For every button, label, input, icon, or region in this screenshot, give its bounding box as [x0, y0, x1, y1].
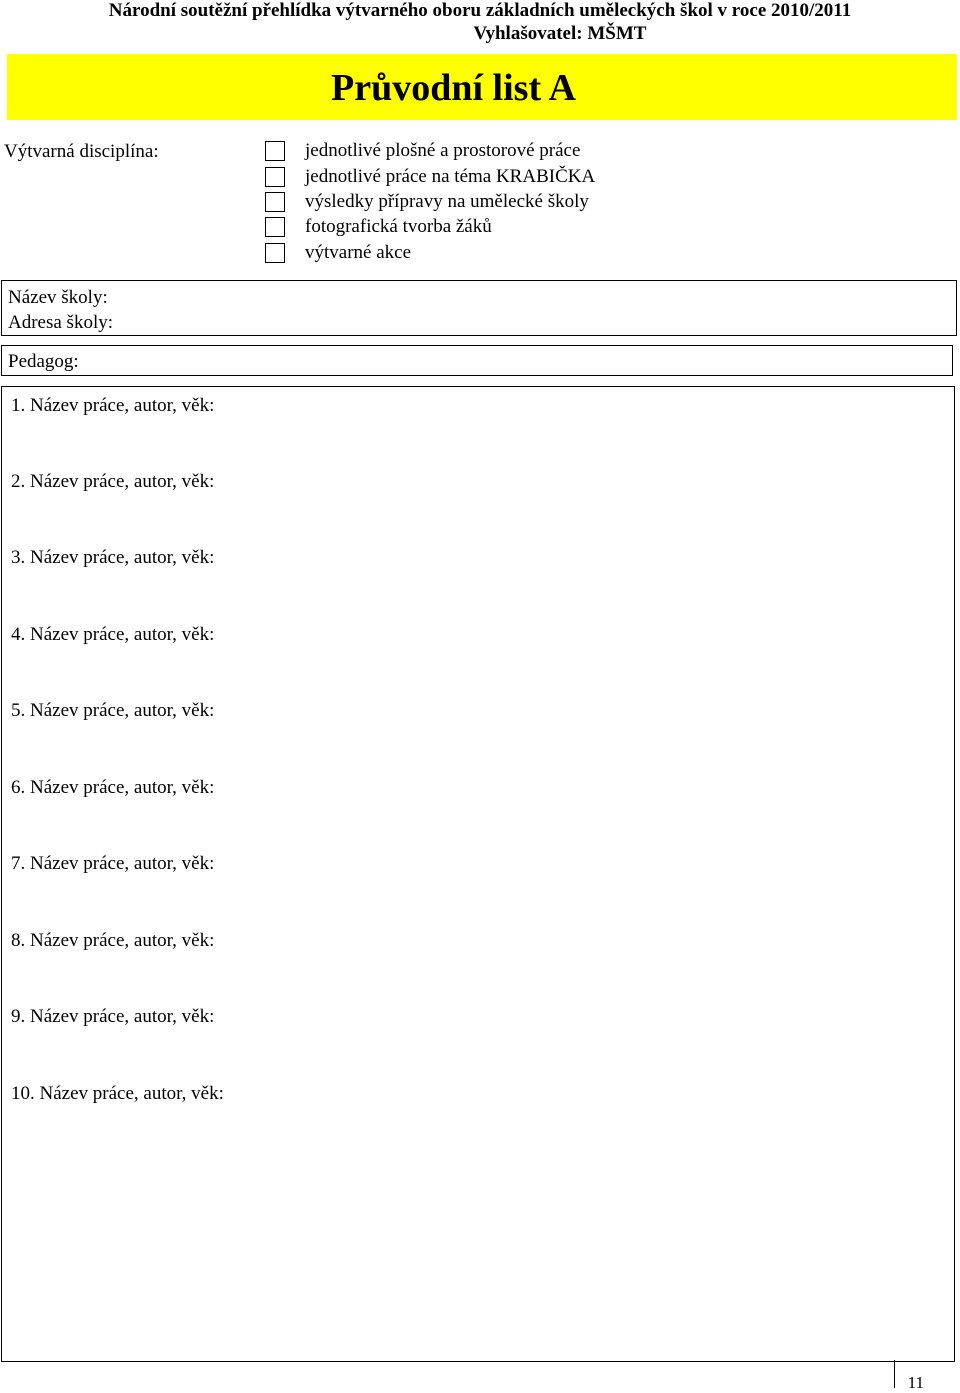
title-bar — [7, 54, 957, 120]
school-info-box[interactable] — [1, 280, 957, 336]
checkbox-label: jednotlivé práce na téma KRABIČKA — [305, 166, 596, 187]
checkbox[interactable] — [265, 141, 285, 161]
school-name-label: Název školy: — [8, 287, 108, 308]
page-number: 11 — [907, 1373, 924, 1392]
checkbox-label: výtvarné akce — [305, 242, 412, 263]
work-item-6: 6. Název práce, autor, věk: — [11, 777, 215, 798]
work-item-10: 10. Název práce, autor, věk: — [11, 1083, 224, 1104]
checkbox[interactable] — [265, 243, 285, 263]
checkbox[interactable] — [265, 192, 285, 212]
work-item-4: 4. Název práce, autor, věk: — [11, 624, 215, 645]
header-competition-line: Národní soutěžní přehlídka výtvarného oboru základních uměleckých škol v roce 2010/2011 — [108, 0, 852, 21]
works-list-box[interactable] — [1, 386, 955, 1362]
checkbox-label: fotografická tvorba žáků — [305, 216, 492, 237]
work-item-9: 9. Název práce, autor, věk: — [11, 1006, 215, 1027]
work-item-8: 8. Název práce, autor, věk: — [11, 930, 215, 951]
page-title: Průvodní list A — [331, 67, 576, 109]
checkbox-label: výsledky přípravy na umělecké školy — [305, 191, 589, 212]
work-item-1: 1. Název práce, autor, věk: — [11, 395, 215, 416]
work-item-7: 7. Název práce, autor, věk: — [11, 853, 215, 874]
work-item-3: 3. Název práce, autor, věk: — [11, 547, 215, 568]
teacher-label: Pedagog: — [8, 351, 79, 372]
checkbox[interactable] — [265, 217, 285, 237]
teacher-box[interactable] — [1, 345, 953, 376]
discipline-label: Výtvarná disciplína: — [4, 141, 159, 162]
header-announcer-line: Vyhlašovatel: MŠMT — [473, 23, 647, 44]
work-item-2: 2. Název práce, autor, věk: — [11, 471, 215, 492]
school-address-label: Adresa školy: — [8, 312, 114, 333]
checkbox[interactable] — [265, 167, 285, 187]
work-item-5: 5. Název práce, autor, věk: — [11, 700, 215, 721]
checkbox-label: jednotlivé plošné a prostorové práce — [305, 140, 581, 161]
